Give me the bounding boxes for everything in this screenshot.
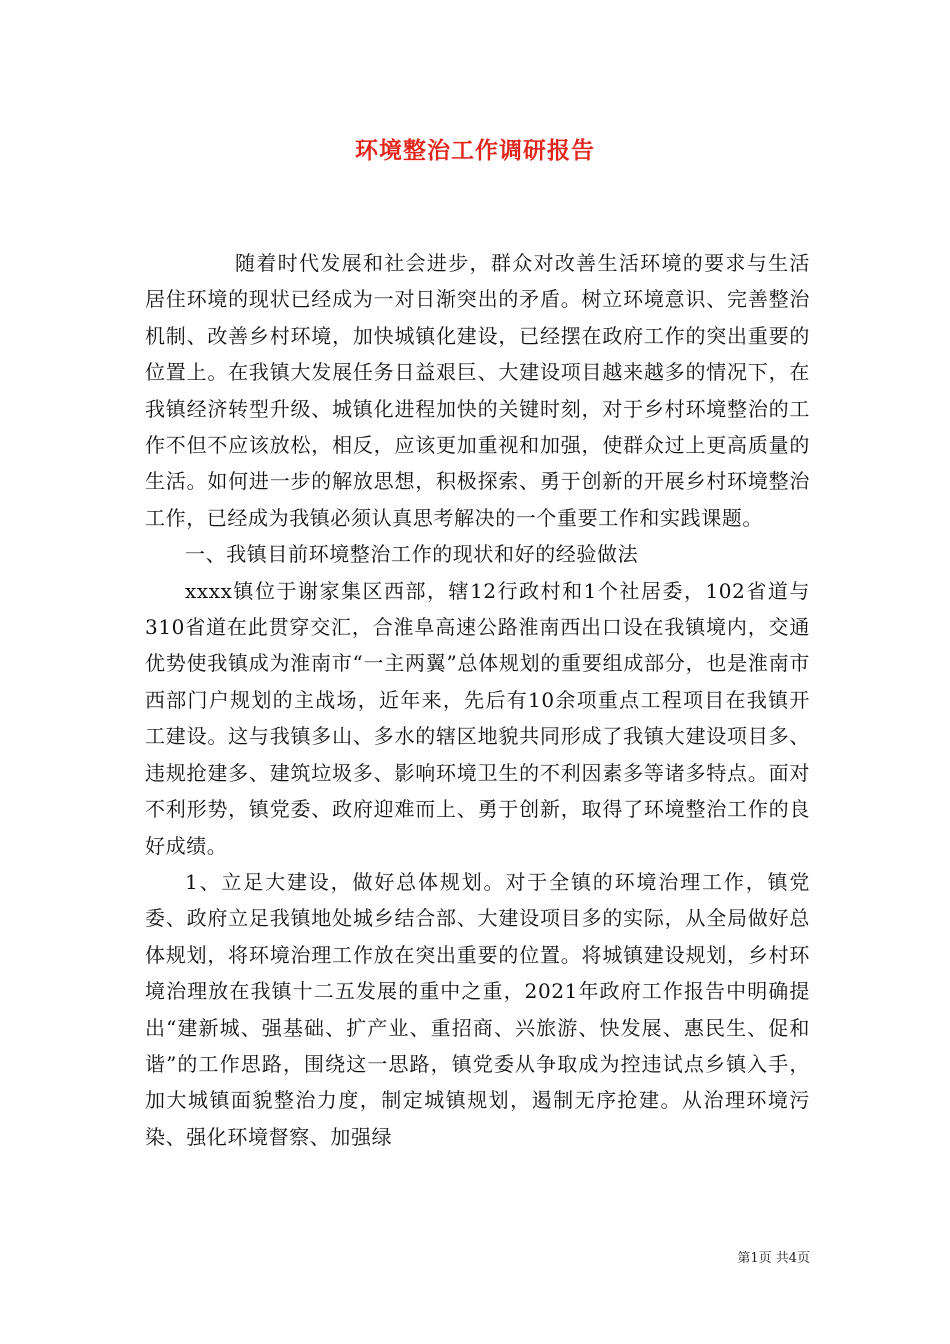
town-overview-paragraph: xxxx镇位于谢家集区西部，辖12行政村和1个社居委，102省道与310省道在此贯穿交汇，合淮阜高速公路淮南西出口设在我镇境内，交通优势使我镇成为淮南市“一主两翼”总体规划的重要组成部分，也是淮南市西部门户规划的主战场，近年来，先后有10余项重点工程项目在我镇开工建设。这与我镇多山、多水的辖区地貌共同形成了我镇大建设项目多、违规抢建多、建筑垃圾多、影响环境卫生的不利因素多等诸多特点。面对不利形势，镇党委、政府迎难而上、勇于创新，取得了环境整治工作的良好成绩。 (145, 578, 810, 858)
document-title: 环境整治工作调研报告 (355, 137, 595, 164)
page-number: 第1页 共4页 (737, 1251, 810, 1266)
document-body (145, 245, 810, 1155)
planning-paragraph: 1、立足大建设，做好总体规划。对于全镇的环境治理工作，镇党委、政府立足我镇地处城乡结合部、大建设项目多的实际，从全局做好总体规划，将环境治理工作放在突出重要的位置。将城镇建设规划，乡村环境治理放在我镇十二五发展的重中之重，2021年政府工作报告中明确提出“建新城、强基础、扩产业、重招商、兴旅游、快发展、惠民生、促和谐”的工作思路，围绕这一思路，镇党委从争取成为控违试点乡镇入手，加大城镇面貌整治力度，制定城镇规划，遏制无序抢建。从治理环境污染、强化环境督察、加强绿 (145, 869, 810, 1149)
section-heading: 一、我镇目前环境整治工作的现状和好的经验做法 (185, 542, 639, 567)
intro-paragraph: 随着时代发展和社会进步，群众对改善生活环境的要求与生活居住环境的现状已经成为一对日渐突出的矛盾。树立环境意识、完善整治机制、改善乡村环境，加快城镇化建设，已经摆在政府工作的突出重要的位置上。在我镇大发展任务日益艰巨、大建设项目越来越多的情况下，在我镇经济转型升级、城镇化进程加快的关键时刻，对于乡村环境整治的工作不但不应该放松，相反，应该更加重视和加强，使群众过上更高质量的生活。如何进一步的解放思想，积极探索、勇于创新的开展乡村环境整治工作，已经成为我镇必须认真思考解决的一个重要工作和实践课题。 (145, 251, 810, 530)
